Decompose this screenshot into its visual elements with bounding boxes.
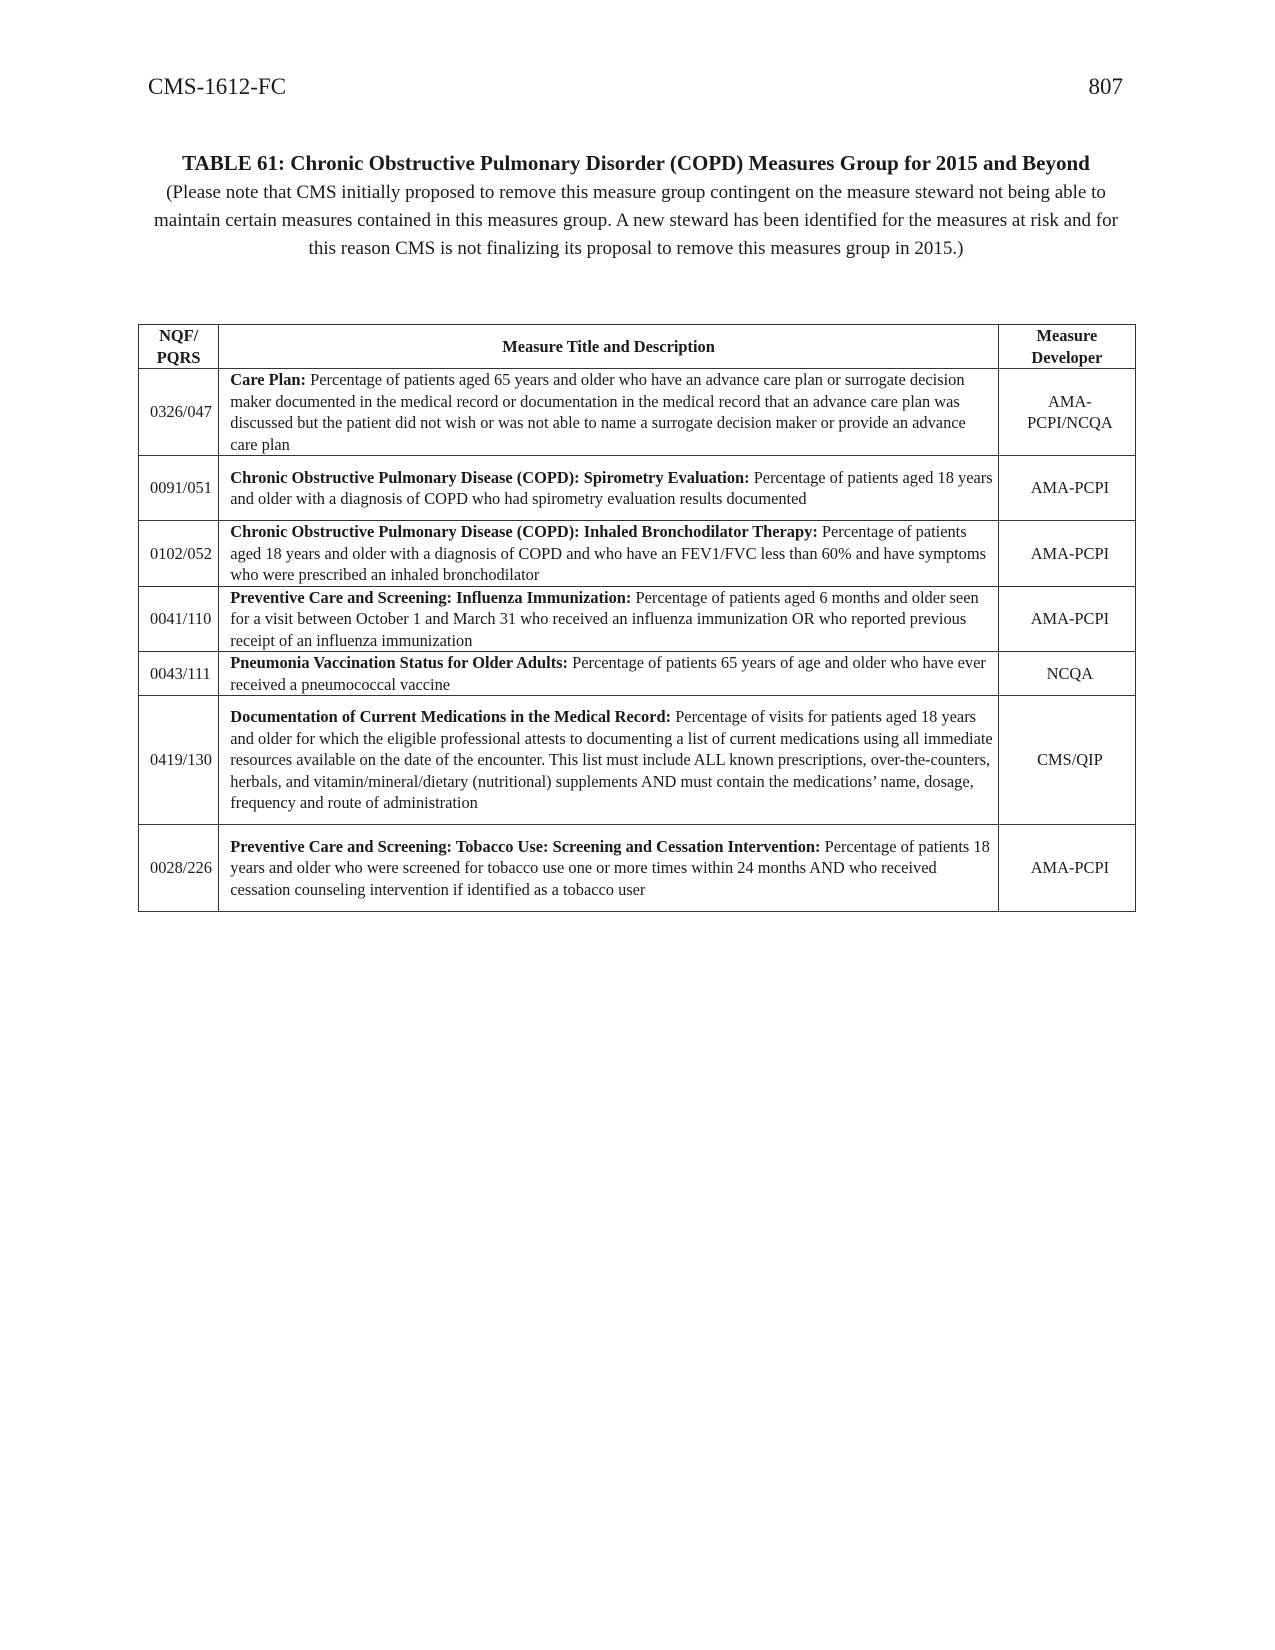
measure-text: Percentage of patients aged 18 years and older with a diagnosis of COPD who had spirometry evaluation results documented: [230, 467, 993, 508]
measure-developer: AMA-PCPI: [998, 825, 1135, 912]
measures-table: [138, 324, 1136, 912]
measure-description: [219, 369, 999, 456]
column-header-code: NQF/ PQRS: [139, 325, 219, 369]
measure-code: 0102/052: [139, 521, 219, 587]
table-note: (Please note that CMS initially proposed to remove this measure group contingent on the measure steward not being able to maintain certain measures contained in this measures group. A new steward has been identified for the measures at risk and for this reason CMS is not finalizing its proposal to remove this measures group in 2015.): [154, 182, 1118, 259]
table-header-row: [139, 325, 1136, 369]
measure-developer: AMA-PCPI: [998, 456, 1135, 521]
measure-code: 0091/051: [139, 456, 219, 521]
measure-developer: AMA-PCPI: [998, 521, 1135, 587]
measure-text: Percentage of patients aged 18 years and older with a diagnosis of COPD and who have an FEV1/FVC less than 60% and have symptoms who were prescribed an inhaled bronchodilator: [230, 522, 986, 584]
table-row: [139, 586, 1136, 652]
table-title: TABLE 61: Chronic Obstructive Pulmonary Disorder (COPD) Measures Group for 2015 and Beyond: [182, 151, 1090, 175]
measure-text: Percentage of patients aged 6 months and older seen for a visit between October 1 and March 31 who received an influenza immunization OR who reported previous receipt of an influenza immunization: [230, 587, 979, 650]
measure-title: Documentation of Current Medications in the Medical Record:: [230, 707, 672, 727]
measure-description: [219, 586, 999, 652]
column-header-developer: Measure Developer: [998, 325, 1135, 369]
table-row: [139, 825, 1136, 912]
column-header-description: Measure Title and Description: [219, 325, 999, 369]
measure-description: [219, 456, 999, 521]
measure-code: 0041/110: [139, 586, 219, 652]
table-row: [139, 369, 1136, 456]
measure-developer: CMS/QIP: [998, 696, 1135, 825]
table-row: [139, 456, 1136, 521]
page-header: [148, 74, 1123, 104]
measure-text: Percentage of visits for patients aged 18 years and older for which the eligible professional attests to documenting a list of current medications using all immediate resources available on the date of the encounter. This list must include ALL known prescriptions, over-the-counters, herbals, and vitamin/mineral/dietary (nutritional) supplements AND must contain the medications’ name, dosage, frequency and route of administration: [230, 707, 993, 813]
measure-code: 0028/226: [139, 825, 219, 912]
measure-title: Chronic Obstructive Pulmonary Disease (COPD): Inhaled Bronchodilator Therapy:: [230, 522, 818, 541]
measure-text: Percentage of patients 65 years of age and older who have ever received a pneumococcal vaccine: [230, 653, 986, 694]
measure-title: Chronic Obstructive Pulmonary Disease (COPD): Spirometry Evaluation:: [230, 467, 750, 487]
measure-description: [219, 696, 999, 825]
measure-developer: AMA-PCPI: [998, 586, 1135, 652]
measure-developer: NCQA: [998, 652, 1135, 696]
table-row: [139, 521, 1136, 587]
measure-title: Care Plan:: [230, 370, 306, 389]
measure-title: Preventive Care and Screening: Tobacco Use: Screening and Cessation Intervention:: [230, 836, 821, 856]
measure-text: Percentage of patients 18 years and older who were screened for tobacco use one or more times within 24 months AND who received cessation counseling intervention if identified as a tobacco user: [230, 836, 990, 899]
table-row: [139, 696, 1136, 825]
title-block: [145, 148, 1127, 263]
measure-code: 0326/047: [139, 369, 219, 456]
measure-code: 0419/130: [139, 696, 219, 825]
measure-developer: AMA-PCPI/NCQA: [998, 369, 1135, 456]
measure-description: [219, 825, 999, 912]
page-number: 807: [1088, 74, 1123, 99]
document-id: CMS-1612-FC: [148, 74, 287, 99]
measure-title: Preventive Care and Screening: Influenza Immunization:: [230, 587, 632, 607]
measure-description: [219, 521, 999, 587]
measure-title: Pneumonia Vaccination Status for Older Adults:: [230, 653, 569, 672]
measure-description: [219, 652, 999, 696]
measure-code: 0043/111: [139, 652, 219, 696]
measure-text: Percentage of patients aged 65 years and older who have an advance care plan or surrogate decision maker documented in the medical record or documentation in the medical record that an advance care plan was discussed but the patient did not wish or was not able to name a surrogate decision maker or provide an advance care plan: [230, 370, 966, 454]
table-row: [139, 652, 1136, 696]
